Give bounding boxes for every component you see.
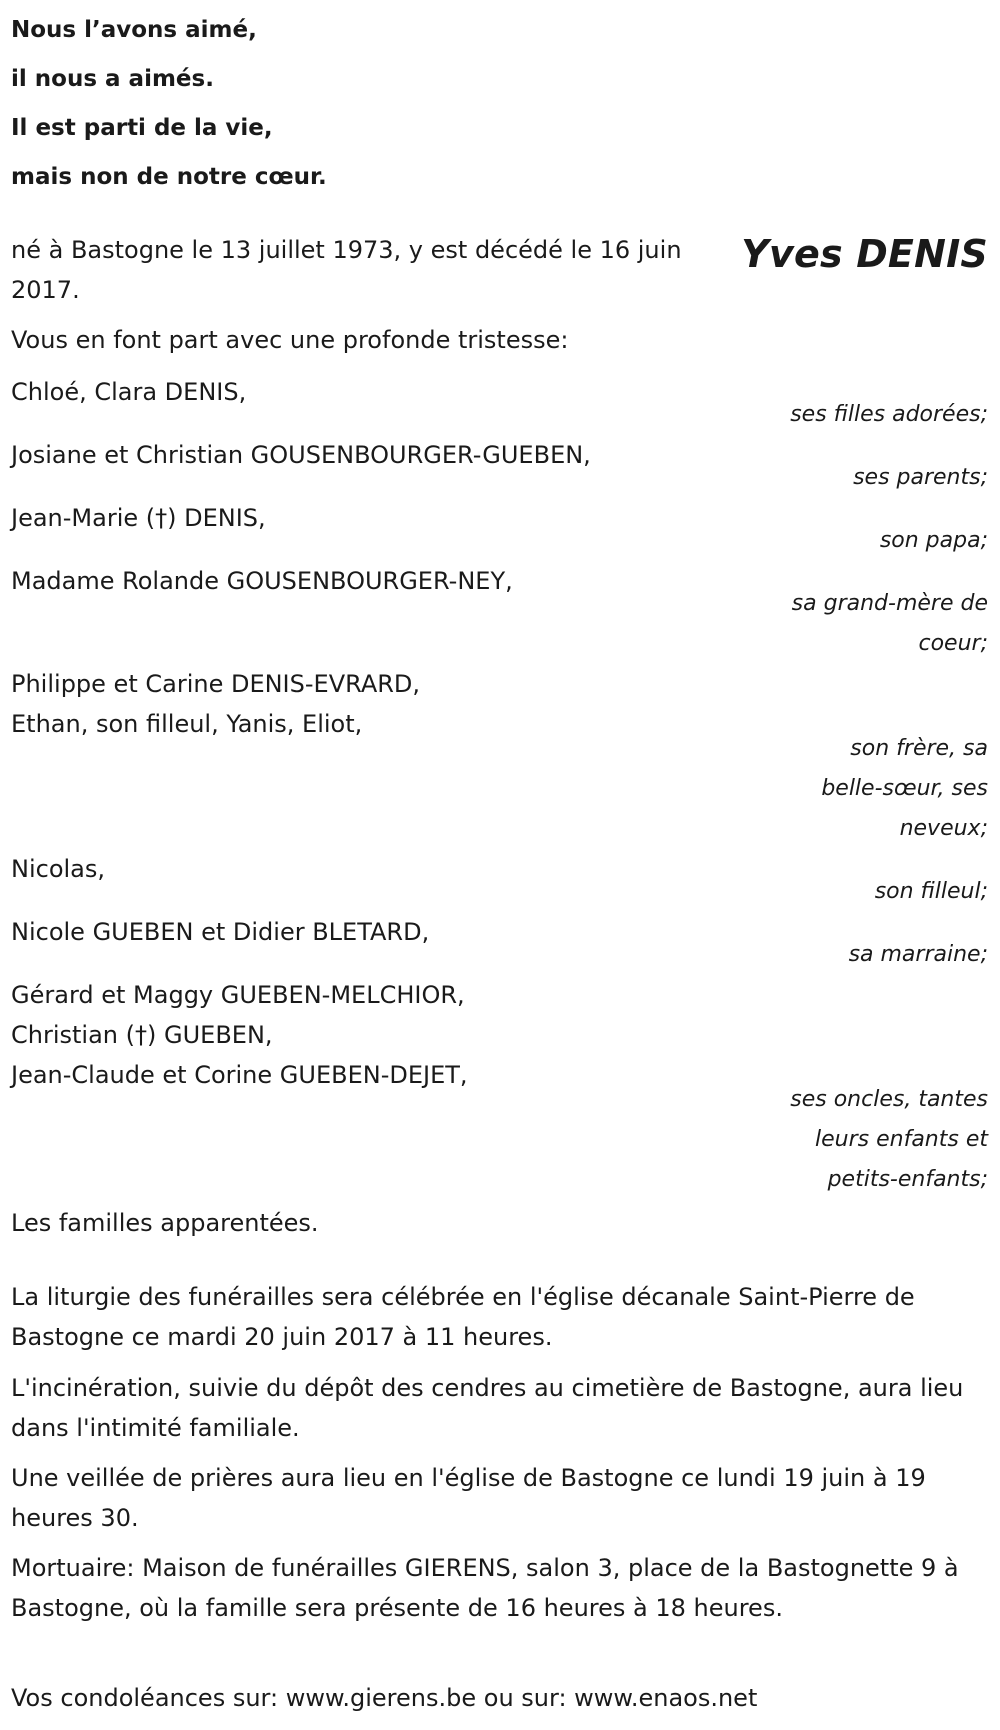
- poem: [11, 6, 327, 202]
- family-relation-line: sa marraine;: [848, 942, 988, 967]
- family-relation-line: ses filles adorées;: [790, 402, 988, 427]
- family-name-line: Nicolas,: [11, 855, 106, 883]
- family-relation-line: neveux;: [899, 816, 988, 841]
- family-name-line: Philippe et Carine DENIS-EVRARD,: [11, 670, 421, 698]
- family-name-line: Josiane et Christian GOUSENBOURGER-GUEBEN,: [11, 441, 591, 469]
- vigil-text: Une veillée de prières aura lieu en l'église de Bastogne ce lundi 19 juin à 19 heures 30.: [11, 1464, 926, 1532]
- poem-line: mais non de notre cœur.: [11, 164, 327, 190]
- family-relation-line: son frère, sa: [850, 736, 988, 761]
- families-related: Les familles apparentées.: [11, 1209, 319, 1237]
- deceased-name: Yves DENIS: [741, 232, 988, 276]
- family-name-line: Ethan, son filleul, Yanis, Eliot,: [11, 710, 363, 738]
- condolences-text: Vos condoléances sur: www.gierens.be ou sur: www.enaos.net: [11, 1684, 758, 1712]
- family-relation-line: son filleul;: [874, 879, 988, 904]
- poem-line: Nous l’avons aimé,: [11, 17, 257, 43]
- poem-line: il nous a aimés.: [11, 66, 214, 92]
- family-name-line: Jean-Marie (†) DENIS,: [11, 504, 266, 532]
- family-relation-line: belle-sœur, ses: [821, 776, 988, 801]
- family-name-line: Christian (†) GUEBEN,: [11, 1021, 273, 1049]
- poem-line: Il est parti de la vie,: [11, 115, 273, 141]
- family-name-line: Gérard et Maggy GUEBEN-MELCHIOR,: [11, 981, 465, 1009]
- family-relation-line: petits-enfants;: [827, 1167, 988, 1192]
- liturgy-text: La liturgie des funérailles sera célébrée en l'église décanale Saint-Pierre de Bastogne ce mardi 20 juin 2017 à 11 heures.: [11, 1283, 915, 1351]
- family-name-line: Nicole GUEBEN et Didier BLETARD,: [11, 918, 430, 946]
- incineration-text: L'incinération, suivie du dépôt des cendres au cimetière de Bastogne, aura lieu dans l'intimité familiale.: [11, 1374, 964, 1442]
- birth-death-text: né à Bastogne le 13 juillet 1973, y est décédé le 16 juin 2017.: [11, 236, 682, 304]
- announcement-intro: Vous en font part avec une profonde tristesse:: [11, 326, 569, 354]
- family-name-line: Chloé, Clara DENIS,: [11, 378, 247, 406]
- mortuary-text: Mortuaire: Maison de funérailles GIERENS, salon 3, place de la Bastognette 9 à Bastogne, où la famille sera présente de 16 heures à 18 heures.: [11, 1554, 959, 1622]
- family-name-line: Jean-Claude et Corine GUEBEN-DEJET,: [11, 1061, 468, 1089]
- family-relation-line: ses parents;: [853, 465, 988, 490]
- family-name-line: Madame Rolande GOUSENBOURGER-NEY,: [11, 567, 513, 595]
- family-relation-line: sa grand-mère de: [791, 591, 988, 616]
- family-relation-line: coeur;: [918, 631, 988, 656]
- family-relation-line: ses oncles, tantes: [790, 1087, 988, 1112]
- family-relation-line: son papa;: [879, 528, 988, 553]
- family-relation-line: leurs enfants et: [815, 1127, 988, 1152]
